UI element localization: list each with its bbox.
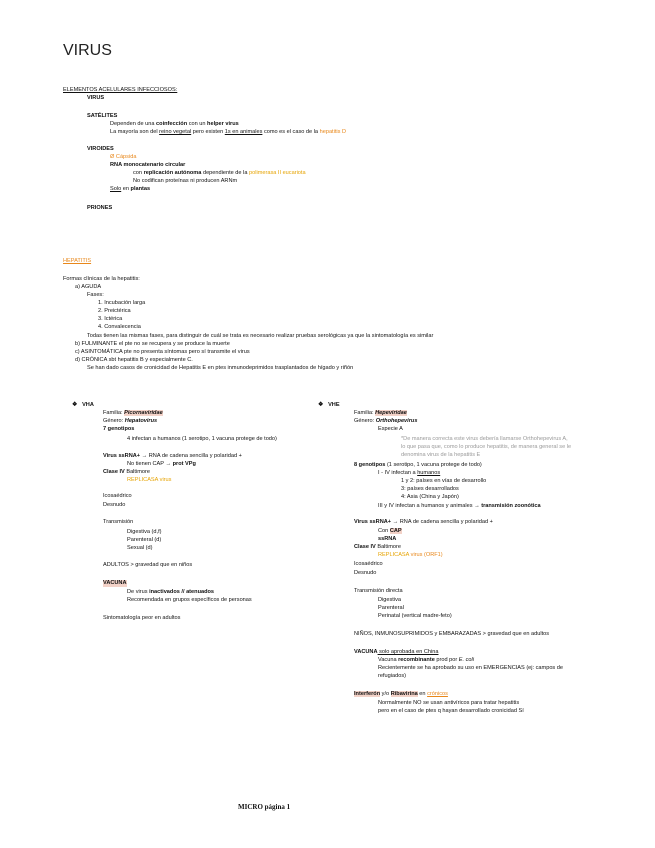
viroides-line-3: con replicación autónoma dependiente de la polimerasa II eucariota [133, 170, 306, 176]
vha-vacuna-2: Recomendada en grupos específicos de personas [127, 597, 252, 603]
vha-transmision-2: Parenteral (d) [127, 537, 162, 543]
vhe-virus-type: Virus ssRNA+ → RNA de cadena sencilla y polaridad + [354, 519, 493, 525]
hepatitis-fase-4: 4. Convalecencia [98, 324, 141, 330]
hepatitis-fase-1: 1. Incubación larga [98, 300, 146, 306]
vhe-vacuna-3: refugiados) [378, 673, 406, 679]
vhe-vacuna-2: Recientemente se ha aprobado su uso en EMERGENCIAS (ej: campos de [378, 665, 564, 671]
viroides-line-4: No codifican proteínas ni producen ARNm [133, 178, 238, 184]
vhe-transmision-2: Parenteral [378, 605, 404, 611]
vhe-note-2: lo que pasa que, como lo produce hepatitis, de manera general se le [401, 444, 572, 450]
hepatitis-todas: Todas tienen las mismas fases, para distinguir de cuál se trata es necesario realizar pruebas serológicas ya que la sintomatología es similar [87, 333, 434, 339]
satelites-line-1: Dependen de una coinfección con un helper virus [110, 121, 239, 127]
vhe-genotipos-1: I - IV infectan a humanos [378, 470, 441, 476]
hepatitis-aguda: a) AGUDA [75, 284, 102, 290]
viroides-line-2: RNA monocatenario circular [110, 162, 186, 168]
vhe-note-3: denomina virus de la hepatitis E [401, 452, 481, 458]
vhe-icosaedrico: Icosaédrico [354, 561, 383, 567]
hepatitis-asintomatica: c) ASINTOMÁTICA pte no presenta síntomas pero sí transmite el virus [75, 349, 250, 355]
vha-adultos: ADULTOS > gravedad que en niños [103, 562, 193, 568]
vha-familia: Familia: Picornaviridae [103, 410, 163, 416]
vhe-vacuna: VACUNA solo aprobada en China [354, 649, 439, 655]
hepatitis-fulminante: b) FULMINANTE el pte no se recupera y se produce la muerte [75, 341, 230, 347]
vhe-especie: Especie A [378, 426, 403, 432]
vhe-transmision: Transmisión directa [354, 588, 403, 594]
vha-vacuna-1: De virus inactivados // atenuados [127, 589, 215, 595]
vha-genero: Género: Hepatovirus [103, 418, 158, 424]
vha-transmision-3: Sexual (d) [127, 545, 153, 551]
vhe-genotipos-3: 3: países desarrollados [401, 486, 459, 492]
diamond-bullet-icon: ❖ [72, 402, 78, 408]
vhe-desnudo: Desnudo [354, 570, 377, 576]
viroides-label: VIROIDES [87, 146, 114, 152]
vha-transmision: Transmisión [103, 519, 134, 525]
vha-genotipos-detail: 4 infectan a humanos (1 serotipo, 1 vacuna protege de todo) [127, 436, 277, 442]
section-heading-elementos: ELEMENTOS ACELULARES INFECCIOSOS: [63, 87, 178, 93]
hepatitis-fase-3: 3. Ictérica [98, 316, 123, 322]
vhe-interferon-2: Normalmente NO se usan antivíricos para tratar hepatitis [378, 700, 520, 706]
hepatitis-cronica: d) CRÓNICA sbt hepatitis B y especialmente C. [75, 357, 193, 363]
vha-replicasa: REPLICASA virus [127, 477, 172, 483]
hepatitis-fase-2: 2. Preictérica [98, 308, 131, 314]
vha-virus-type: Virus ssRNA+ → RNA de cadena sencilla y polaridad + [103, 453, 242, 459]
vhe-genero: Género: Orthohepevirus [354, 418, 418, 424]
vhe-ssrna: ssRNA [378, 536, 397, 542]
virus-label: VIRUS [87, 95, 105, 101]
vhe-familia: Familia: Hepeviridae [354, 410, 407, 416]
hepatitis-formas: Formas clínicas de la hepatitis: [63, 276, 140, 282]
satelites-line-2: La mayoría son del reino vegetal pero existen 1s en animales como es el caso de la hepatitis D [110, 129, 347, 135]
vha-genotipos: 7 genotipos [103, 426, 135, 432]
priones-label: PRIONES [87, 205, 113, 211]
vha-transmision-1: Digestiva (d,f) [127, 529, 162, 535]
satelites-label: SATÉLITES [87, 113, 118, 119]
vha-vacuna: VACUNA [103, 580, 127, 586]
vha-cap: No tienen CAP → prot VPg [127, 461, 196, 467]
vhe-transmision-1: Digestiva [378, 597, 402, 603]
vhe-clase: Clase IV Baltimore [354, 544, 401, 550]
hepatitis-cronica-note: Se han dado casos de cronicidad de Hepatitis E en ptes inmunodeprimidos trasplantados de hígado y riñón [87, 365, 354, 371]
vha-clase: Clase IV Baltimore [103, 469, 150, 475]
vhe-ninos: NIÑOS, INMUNOSUPRIMIDOS y EMBARAZADAS > gravedad que en adultos [354, 631, 550, 637]
vhe-genotipos: 8 genotipos (1 serotipo, 1 vacuna protege de todo) [354, 462, 482, 468]
vhe-cap: Con CAP [378, 528, 402, 534]
diamond-bullet-icon: ❖ [318, 402, 324, 408]
vhe-interferon: Interferón y/o Ribavirina en crónicos [354, 691, 448, 697]
viroides-line-1: Ø Cápsida [110, 154, 137, 160]
vha-sintomatologia: Sintomatología peor en adultos [103, 615, 181, 621]
vhe-genotipos-5: III y IV infectan a humanos y animales → transmisión zoonótica [378, 503, 541, 509]
vhe-heading: ❖ VHE [318, 402, 340, 408]
vhe-vacuna-1: Vacuna recombinante prod por E. coli [378, 657, 474, 663]
page-footer: MICRO página 1 [238, 803, 291, 811]
vha-heading: ❖ VHA [72, 402, 94, 408]
section-heading-hepatitis: HEPATITIS [63, 258, 92, 264]
vhe-replicasa: REPLICASA virus (ORF1) [378, 552, 443, 558]
vhe-transmision-3: Perinatal (vertical madre-feto) [378, 613, 452, 619]
vha-icosaedrico: Icosaédrico [103, 493, 132, 499]
page-title: VIRUS [63, 42, 112, 59]
viroides-line-5: Solo en plantas [110, 186, 151, 192]
vhe-genotipos-2: 1 y 2: países en vías de desarrollo [401, 478, 487, 484]
vhe-interferon-3: pero en el caso de ptes q hayan desarrollado cronicidad Sí [378, 708, 524, 714]
hepatitis-fases: Fases: [87, 292, 104, 298]
vhe-genotipos-4: 4: Asia (China y Japón) [401, 494, 459, 500]
vha-desnudo: Desnudo [103, 502, 126, 508]
vhe-note-1: *De manera correcta este virus debería llamarse Orthohepevirus A, [401, 436, 568, 442]
